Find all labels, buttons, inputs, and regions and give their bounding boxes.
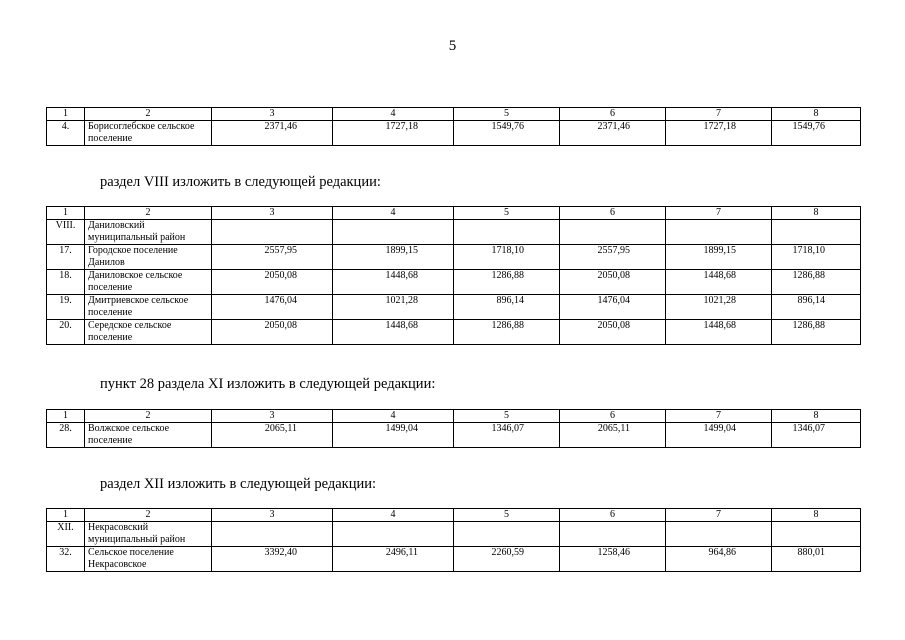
value-cell bbox=[333, 220, 454, 245]
row-number-cell: XII. bbox=[47, 522, 85, 547]
column-number-header: 7 bbox=[666, 108, 772, 121]
header-row bbox=[47, 207, 861, 220]
column-number-header: 7 bbox=[666, 207, 772, 220]
value-cell: 1718,10 bbox=[454, 245, 560, 270]
value-cell: 1448,68 bbox=[333, 270, 454, 295]
column-number-header: 8 bbox=[772, 509, 861, 522]
table-row bbox=[47, 320, 861, 345]
value-cell: 1549,76 bbox=[772, 121, 861, 146]
table-row bbox=[47, 270, 861, 295]
value-cell: 880,01 bbox=[772, 547, 861, 572]
value-cell: 2065,11 bbox=[212, 423, 333, 448]
column-number-header: 6 bbox=[560, 207, 666, 220]
table-row bbox=[47, 121, 861, 146]
value-cell: 1499,04 bbox=[333, 423, 454, 448]
column-number-header: 8 bbox=[772, 207, 861, 220]
value-cell bbox=[666, 220, 772, 245]
table-row bbox=[47, 295, 861, 320]
table-row bbox=[47, 522, 861, 547]
column-number-header: 5 bbox=[454, 108, 560, 121]
settlement-name-cell: Борисоглебское сельское поселение bbox=[85, 121, 212, 146]
settlement-name-cell: Дмитриевское сельское поселение bbox=[85, 295, 212, 320]
data-table-2 bbox=[46, 206, 861, 345]
column-number-header: 2 bbox=[85, 207, 212, 220]
value-cell bbox=[454, 220, 560, 245]
settlement-name-cell: Некрасовский муниципальный район bbox=[85, 522, 212, 547]
value-cell bbox=[212, 220, 333, 245]
page-number: 5 bbox=[448, 38, 457, 54]
value-cell: 2371,46 bbox=[560, 121, 666, 146]
data-table-3 bbox=[46, 409, 861, 448]
column-number-header: 3 bbox=[212, 410, 333, 423]
column-number-header: 2 bbox=[85, 108, 212, 121]
value-cell bbox=[772, 220, 861, 245]
column-number-header: 5 bbox=[454, 410, 560, 423]
value-cell: 964,86 bbox=[666, 547, 772, 572]
value-cell bbox=[560, 220, 666, 245]
column-number-header: 1 bbox=[47, 207, 85, 220]
settlement-name-cell: Даниловский муниципальный район bbox=[85, 220, 212, 245]
value-cell: 1286,88 bbox=[454, 320, 560, 345]
value-cell: 896,14 bbox=[772, 295, 861, 320]
value-cell: 1727,18 bbox=[333, 121, 454, 146]
settlement-name-cell: Волжское сельское поселение bbox=[85, 423, 212, 448]
value-cell: 1448,68 bbox=[666, 320, 772, 345]
settlement-name-cell: Середское сельское поселение bbox=[85, 320, 212, 345]
row-number-cell: 20. bbox=[47, 320, 85, 345]
value-cell: 2050,08 bbox=[212, 270, 333, 295]
section-heading-xii: раздел XII изложить в следующей редакции: bbox=[100, 476, 377, 492]
value-cell: 2050,08 bbox=[560, 270, 666, 295]
value-cell: 1727,18 bbox=[666, 121, 772, 146]
column-number-header: 3 bbox=[212, 509, 333, 522]
section-heading-viii: раздел VIII изложить в следующей редакции: bbox=[100, 174, 381, 190]
column-number-header: 8 bbox=[772, 410, 861, 423]
value-cell: 1286,88 bbox=[454, 270, 560, 295]
table-row bbox=[47, 423, 861, 448]
column-number-header: 1 bbox=[47, 410, 85, 423]
column-number-header: 5 bbox=[454, 207, 560, 220]
header-row bbox=[47, 410, 861, 423]
column-number-header: 7 bbox=[666, 410, 772, 423]
value-cell: 2557,95 bbox=[560, 245, 666, 270]
value-cell: 1476,04 bbox=[212, 295, 333, 320]
column-number-header: 5 bbox=[454, 509, 560, 522]
row-number-cell: 18. bbox=[47, 270, 85, 295]
row-number-cell: 4. bbox=[47, 121, 85, 146]
data-table-4 bbox=[46, 508, 861, 572]
value-cell: 1286,88 bbox=[772, 320, 861, 345]
value-cell bbox=[772, 522, 861, 547]
settlement-name-cell: Даниловское сельское поселение bbox=[85, 270, 212, 295]
table-row bbox=[47, 547, 861, 572]
value-cell: 1549,76 bbox=[454, 121, 560, 146]
table-row bbox=[47, 245, 861, 270]
column-number-header: 6 bbox=[560, 108, 666, 121]
value-cell: 2065,11 bbox=[560, 423, 666, 448]
value-cell: 2496,11 bbox=[333, 547, 454, 572]
value-cell: 1021,28 bbox=[666, 295, 772, 320]
settlement-name-cell: Сельское поселение Некрасовское bbox=[85, 547, 212, 572]
value-cell: 1899,15 bbox=[333, 245, 454, 270]
header-row bbox=[47, 509, 861, 522]
value-cell: 2557,95 bbox=[212, 245, 333, 270]
value-cell: 1448,68 bbox=[333, 320, 454, 345]
value-cell bbox=[560, 522, 666, 547]
row-number-cell: 28. bbox=[47, 423, 85, 448]
value-cell: 1499,04 bbox=[666, 423, 772, 448]
value-cell: 2260,59 bbox=[454, 547, 560, 572]
column-number-header: 2 bbox=[85, 410, 212, 423]
column-number-header: 8 bbox=[772, 108, 861, 121]
column-number-header: 3 bbox=[212, 108, 333, 121]
row-number-cell: 17. bbox=[47, 245, 85, 270]
column-number-header: 1 bbox=[47, 108, 85, 121]
column-number-header: 4 bbox=[333, 509, 454, 522]
settlement-name-cell: Городское поселение Данилов bbox=[85, 245, 212, 270]
value-cell: 2050,08 bbox=[212, 320, 333, 345]
value-cell bbox=[666, 522, 772, 547]
row-number-cell: 19. bbox=[47, 295, 85, 320]
row-number-cell: VIII. bbox=[47, 220, 85, 245]
value-cell: 1448,68 bbox=[666, 270, 772, 295]
column-number-header: 3 bbox=[212, 207, 333, 220]
value-cell: 3392,40 bbox=[212, 547, 333, 572]
column-number-header: 7 bbox=[666, 509, 772, 522]
value-cell bbox=[454, 522, 560, 547]
value-cell: 1346,07 bbox=[454, 423, 560, 448]
value-cell: 1718,10 bbox=[772, 245, 861, 270]
value-cell: 2371,46 bbox=[212, 121, 333, 146]
value-cell: 2050,08 bbox=[560, 320, 666, 345]
value-cell: 1021,28 bbox=[333, 295, 454, 320]
value-cell: 896,14 bbox=[454, 295, 560, 320]
value-cell: 1899,15 bbox=[666, 245, 772, 270]
value-cell bbox=[333, 522, 454, 547]
row-number-cell: 32. bbox=[47, 547, 85, 572]
column-number-header: 6 bbox=[560, 509, 666, 522]
data-table-1 bbox=[46, 107, 861, 146]
value-cell: 1286,88 bbox=[772, 270, 861, 295]
value-cell: 1258,46 bbox=[560, 547, 666, 572]
column-number-header: 4 bbox=[333, 108, 454, 121]
header-row bbox=[47, 108, 861, 121]
column-number-header: 4 bbox=[333, 410, 454, 423]
column-number-header: 1 bbox=[47, 509, 85, 522]
column-number-header: 4 bbox=[333, 207, 454, 220]
table-row bbox=[47, 220, 861, 245]
section-heading-xi: пункт 28 раздела XI изложить в следующей редакции: bbox=[100, 376, 436, 392]
value-cell bbox=[212, 522, 333, 547]
value-cell: 1346,07 bbox=[772, 423, 861, 448]
column-number-header: 2 bbox=[85, 509, 212, 522]
value-cell: 1476,04 bbox=[560, 295, 666, 320]
column-number-header: 6 bbox=[560, 410, 666, 423]
